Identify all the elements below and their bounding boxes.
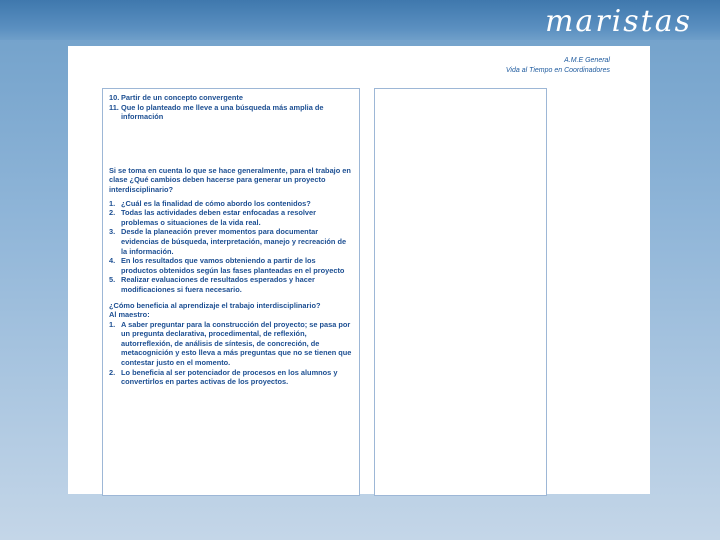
list-item: [109, 103, 353, 122]
list-1: [109, 199, 353, 295]
item-text: Desde la planeación prever momentos para documentar evidencias de búsqueda, interpretación, manejo y recreación de la información.: [121, 227, 347, 256]
list-item: [109, 208, 353, 227]
item-text: Lo beneficia al ser potenciador de procesos en los alumnos y convertirlos en partes activas de los proyectos.: [121, 367, 338, 387]
question-2: ¿Cómo beneficia al aprendizaje el trabajo interdisciplinario?: [109, 300, 321, 310]
list-item: [109, 256, 353, 275]
slide-header: [506, 56, 610, 76]
item-text: En los resultados que vamos obteniendo a partir de los productos obtenidos según las fases planteadas en el proyecto: [121, 256, 345, 275]
question-1: Si se toma en cuenta lo que se hace generalmente, para el trabajo en clase ¿Qué cambios deben hacerse para generar un proyecto interdisciplinario?: [109, 165, 351, 194]
item-text: A saber preguntar para la construcción del proyecto; se pasa por un pregunta declarativa, procedimental, de reflexión, autorreflexión, de análisis de síntesis, de concreción, de metacognición y esto lleva a más preguntas que no se tienen que contestar justo en el momento.: [121, 319, 352, 368]
item-number: 2.: [109, 208, 116, 218]
top-banner: [0, 0, 720, 40]
list-2: [109, 320, 353, 387]
item-text: ¿Cuál es la finalidad de cómo abordo los contenidos?: [121, 198, 311, 208]
list-item: [109, 199, 353, 209]
item-text: Partir de un concepto convergente: [121, 93, 243, 102]
subheading: Al maestro:: [109, 310, 150, 320]
item-number: 3.: [109, 227, 116, 237]
list-item: [109, 368, 353, 387]
list-item: [109, 320, 353, 368]
item-number: 5.: [109, 275, 116, 285]
header-line-1: A.M.E General: [564, 57, 610, 64]
list-item: [109, 275, 353, 294]
left-text-panel: [102, 88, 360, 496]
item-text: Que lo planteado me lleve a una búsqueda más amplia de información: [121, 102, 324, 122]
list-item: [109, 227, 353, 256]
brand-logo: maristas: [544, 4, 692, 39]
item-text: Realizar evaluaciones de resultados esperados y hacer modificaciones si fuera necesario.: [121, 275, 315, 294]
header-line-2: Vida al Tiempo en Coordinadores: [505, 67, 610, 74]
item-number: 4.: [109, 256, 116, 266]
list-item: [109, 93, 353, 103]
item-number: 2.: [109, 367, 116, 377]
item-number: 1.: [109, 198, 116, 208]
top-list: [109, 93, 353, 122]
slide-page: [68, 46, 650, 494]
item-text: Todas las actividades deben estar enfocadas a resolver problemas o situaciones de la vida real.: [121, 208, 316, 227]
right-empty-panel: [374, 88, 547, 496]
item-number: 1.: [109, 319, 116, 329]
item-number: 11.: [109, 102, 119, 112]
item-number: 10.: [109, 93, 120, 102]
